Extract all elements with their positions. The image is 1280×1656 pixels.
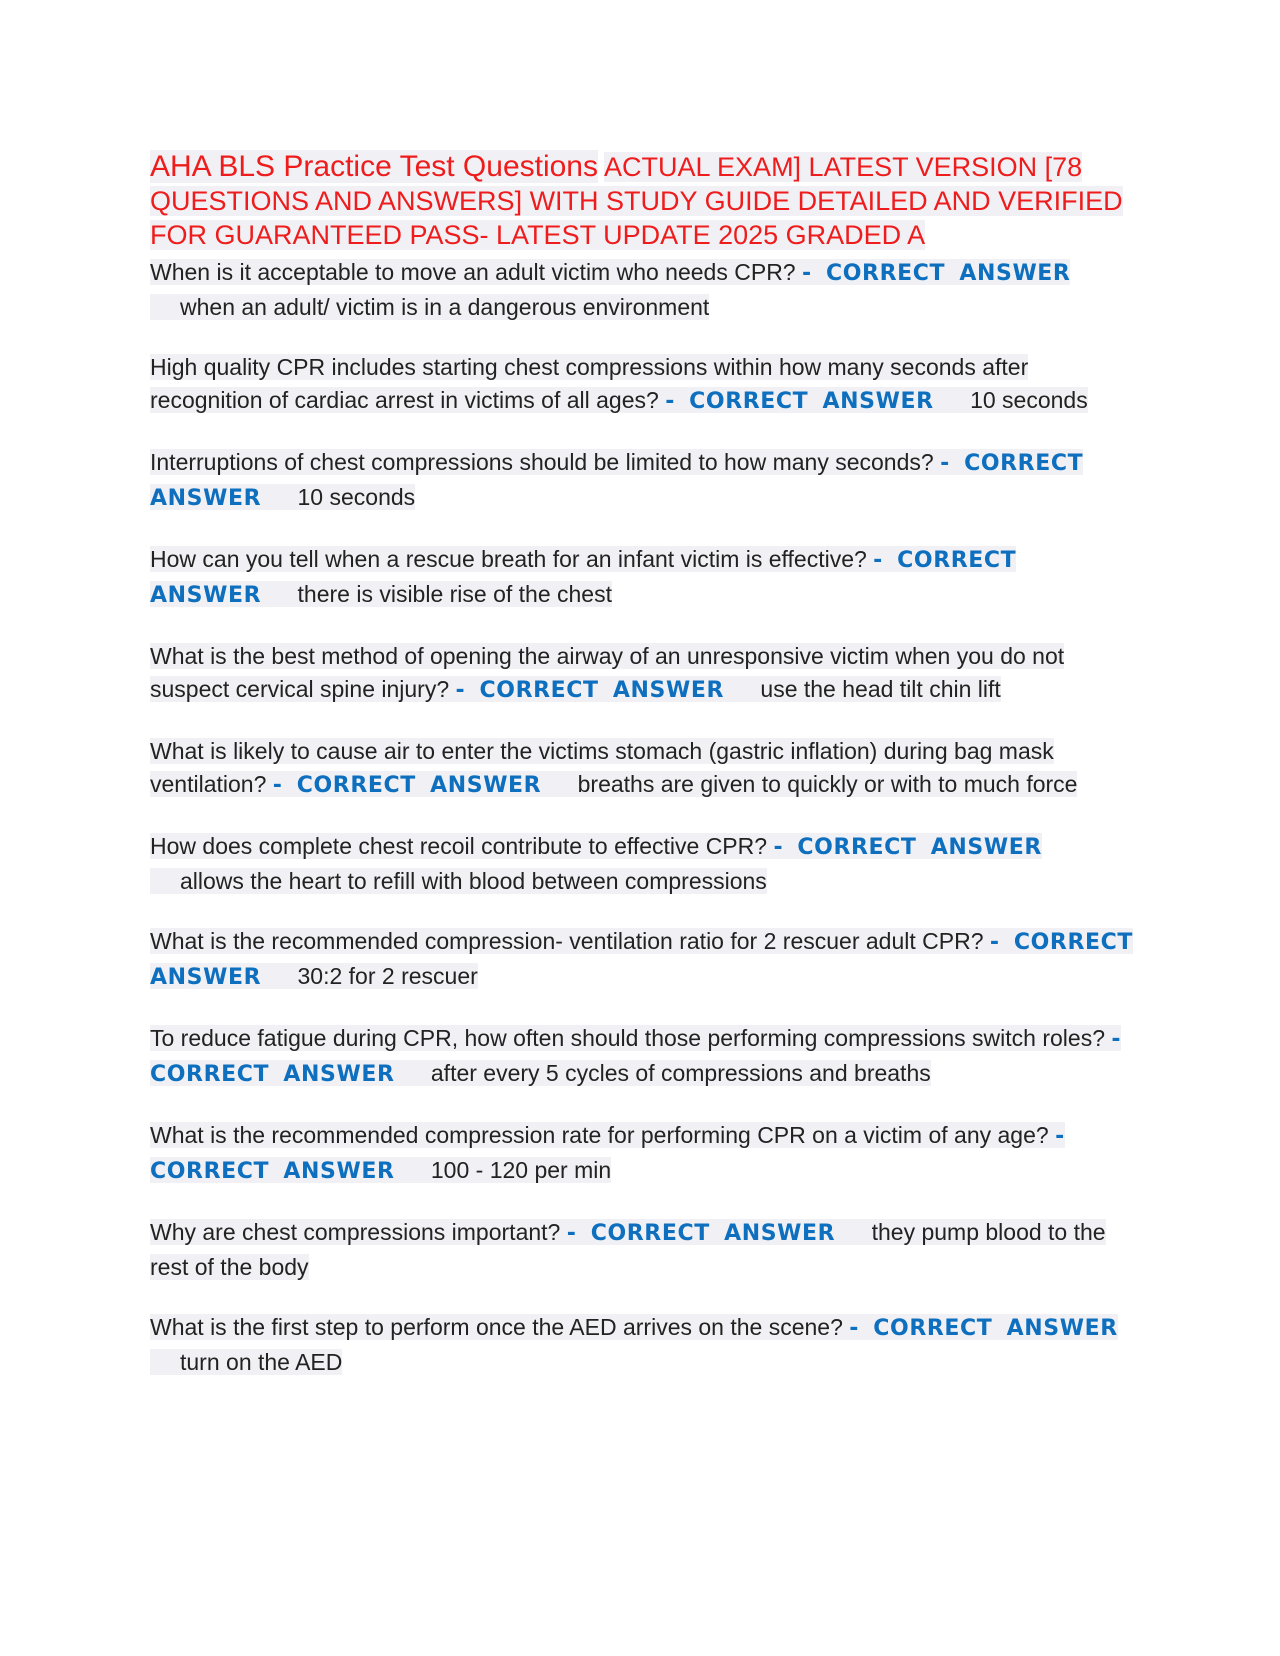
document-title xyxy=(150,150,1140,252)
qa-highlight xyxy=(150,928,1133,989)
answer-text: 30:2 for 2 rescuer xyxy=(297,962,478,989)
question-text: What is the first step to perform once the AED arrives on the scene? xyxy=(150,1314,843,1340)
question-text: Interruptions of chest compressions should be limited to how many seconds? xyxy=(150,449,934,475)
answer-text: breaths are given to quickly or with to much force xyxy=(577,770,1078,797)
correct-answer-marker: - CORRECT ANSWER xyxy=(849,1316,1118,1341)
qa-highlight xyxy=(150,833,1042,894)
qa-item xyxy=(150,256,1140,323)
correct-answer-marker: - CORRECT ANSWER xyxy=(272,772,542,798)
question-text: Why are chest compressions important? xyxy=(150,1219,561,1245)
correct-answer-marker: - CORRECT ANSWER xyxy=(455,677,725,703)
qa-item xyxy=(150,1119,1140,1188)
qa-highlight xyxy=(150,546,1016,607)
question-text: What is the recommended compression rate for performing CPR on a victim of any age? xyxy=(150,1122,1049,1148)
correct-answer-marker: - CORRECT ANSWER xyxy=(150,1027,1122,1087)
document-page xyxy=(150,150,1140,1406)
qa-item xyxy=(150,446,1140,515)
qa-highlight xyxy=(150,259,1070,320)
correct-answer-marker: - CORRECT ANSWER xyxy=(150,451,1084,511)
question-text: How does complete chest recoil contribute to effective CPR? xyxy=(150,833,768,859)
answer-text: they pump blood to the rest of the body xyxy=(150,1219,1106,1280)
answer-text: after every 5 cycles of compressions and breaths xyxy=(430,1059,931,1086)
question-text: What is likely to cause air to enter the victims stomach (gastric inflation) during bag mask ventilation? xyxy=(150,738,1054,797)
question-text: What is the recommended compression- ventilation ratio for 2 rescuer adult CPR? xyxy=(150,928,984,954)
qa-highlight xyxy=(150,1025,1121,1086)
title-lead: AHA BLS Practice Test Questions xyxy=(150,150,598,183)
answer-text: use the head tilt chin lift xyxy=(760,675,1001,702)
answer-text: 100 - 120 per min xyxy=(430,1156,612,1183)
correct-answer-marker: - CORRECT ANSWER xyxy=(566,1221,836,1246)
qa-highlight xyxy=(150,354,1088,413)
answer-text: when an adult/ victim is in a dangerous environment xyxy=(180,293,710,320)
answer-text: 10 seconds xyxy=(297,483,416,510)
qa-highlight xyxy=(150,449,1083,510)
qa-highlight xyxy=(150,1314,1118,1375)
qa-highlight xyxy=(150,1122,1065,1183)
qa-highlight xyxy=(150,643,1064,702)
question-text: What is the best method of opening the airway of an unresponsive victim when you do not suspect cervical spine injury? xyxy=(150,643,1065,702)
correct-answer-marker: - CORRECT ANSWER xyxy=(802,261,1071,286)
answer-text: turn on the AED xyxy=(180,1348,343,1375)
qa-item xyxy=(150,1311,1140,1378)
qa-list xyxy=(150,256,1140,1378)
qa-item xyxy=(150,830,1140,897)
qa-item xyxy=(150,1216,1140,1283)
correct-answer-marker: - CORRECT ANSWER xyxy=(665,388,934,414)
question-text: High quality CPR includes starting chest compressions within how many seconds after recognition of cardiac arrest in victims of all ages? xyxy=(150,354,1029,413)
qa-item xyxy=(150,925,1140,994)
qa-highlight xyxy=(150,738,1077,797)
correct-answer-marker: - CORRECT ANSWER xyxy=(773,835,1042,860)
answer-text: there is visible rise of the chest xyxy=(297,580,612,607)
correct-answer-marker: - CORRECT ANSWER xyxy=(150,548,1017,608)
qa-item xyxy=(150,735,1140,802)
qa-item xyxy=(150,351,1140,418)
qa-highlight xyxy=(150,1219,1106,1280)
qa-item xyxy=(150,543,1140,612)
title-rest: ACTUAL EXAM] LATEST VERSION [78 QUESTIONS AND ANSWERS] WITH STUDY GUIDE DETAILED AND VERIFIED FOR GUARANTEED PASS- LATEST UPDATE 2025 GRADED A xyxy=(150,152,1123,250)
correct-answer-marker: - CORRECT ANSWER xyxy=(150,930,1133,990)
answer-text: allows the heart to refill with blood between compressions xyxy=(180,867,767,894)
question-text: When is it acceptable to move an adult victim who needs CPR? xyxy=(150,259,796,285)
question-text: How can you tell when a rescue breath for an infant victim is effective? xyxy=(150,546,867,572)
question-text: To reduce fatigue during CPR, how often should those performing compressions switch roles? xyxy=(150,1025,1105,1051)
qa-item xyxy=(150,1022,1140,1091)
correct-answer-marker: - CORRECT ANSWER xyxy=(150,1124,1065,1184)
qa-item xyxy=(150,640,1140,707)
answer-text: 10 seconds xyxy=(970,386,1088,413)
